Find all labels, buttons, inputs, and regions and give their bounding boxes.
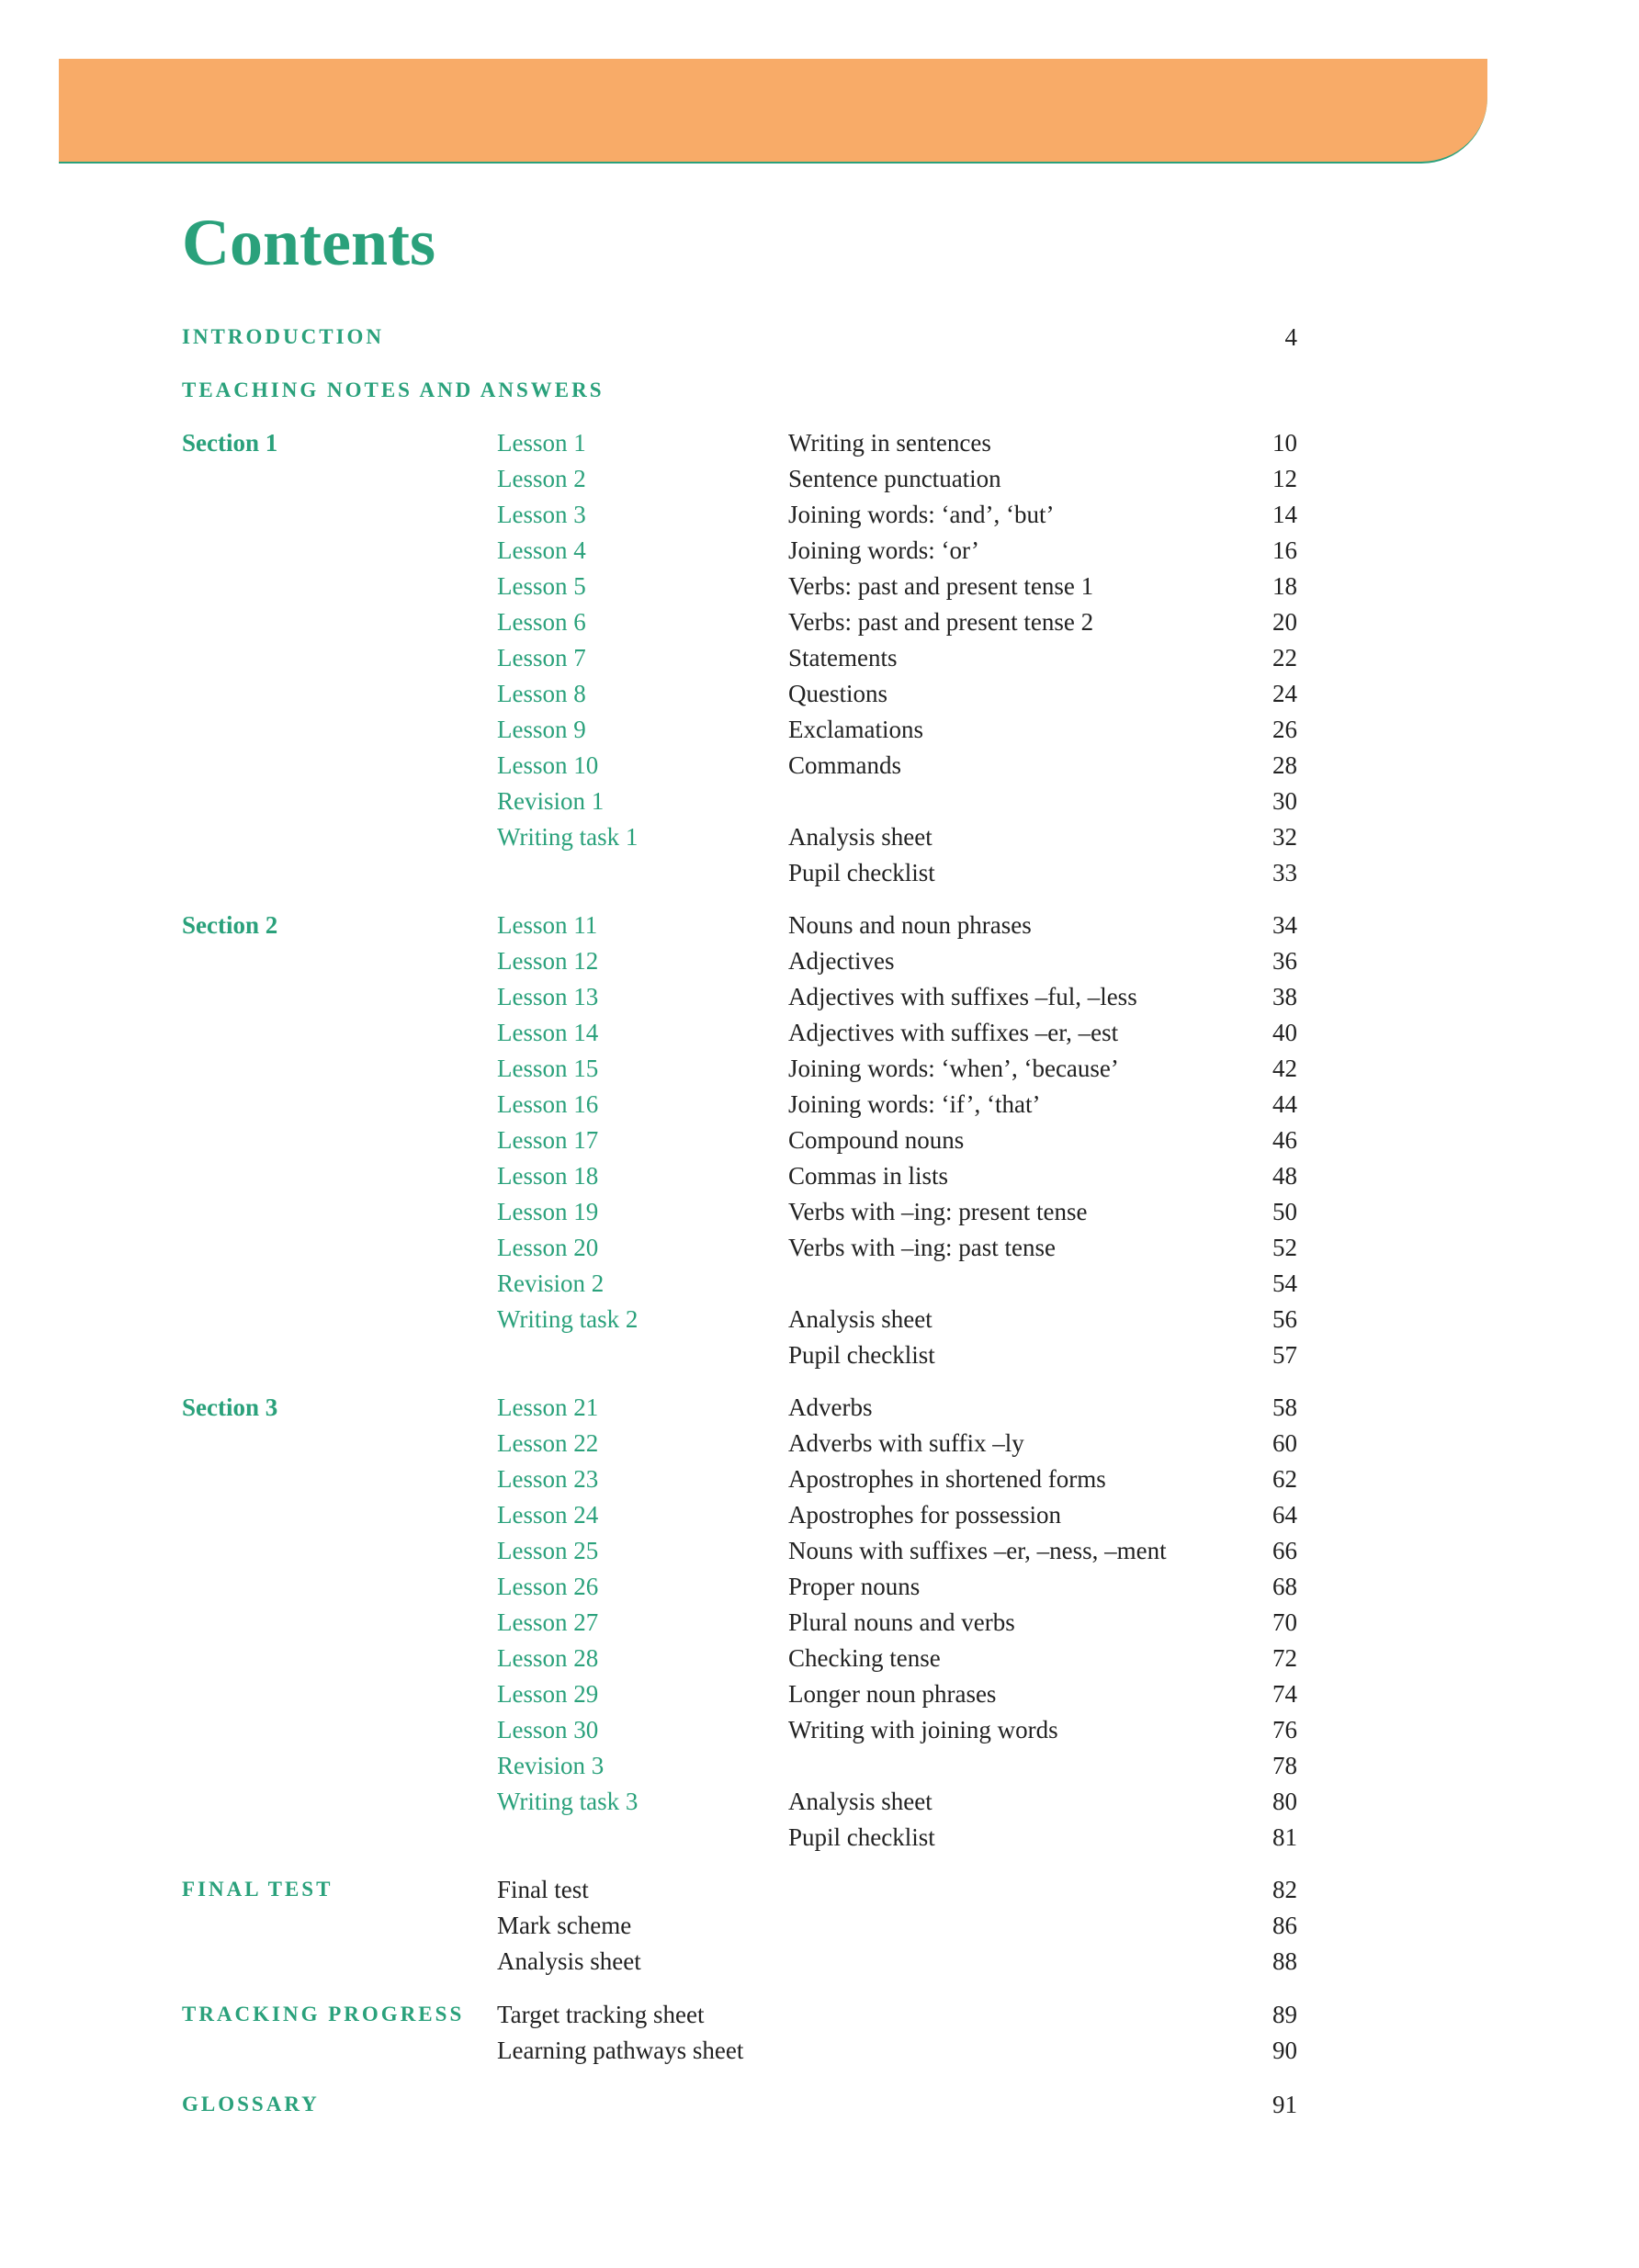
lesson-topic: Commands — [788, 751, 902, 779]
lesson-link: Lesson 2 — [497, 465, 586, 492]
lesson-topic: Joining words: ‘when’, ‘because’ — [788, 1055, 1119, 1082]
lesson-link: Lesson 6 — [497, 608, 586, 636]
page-number: 82 — [1272, 1876, 1297, 1903]
page-number: 81 — [1272, 1823, 1297, 1851]
lesson-link: Lesson 16 — [497, 1090, 599, 1118]
toc-entry[interactable] — [0, 907, 1639, 943]
toc-entry[interactable] — [0, 1425, 1639, 1461]
lesson-link: Writing task 1 — [497, 823, 639, 851]
lesson-link: Lesson 14 — [497, 1019, 599, 1046]
page-number: 56 — [1272, 1305, 1297, 1333]
lesson-link: Lesson 8 — [497, 680, 586, 707]
page-number: 26 — [1272, 716, 1297, 743]
lesson-link: Revision 3 — [497, 1752, 605, 1779]
toc-entry[interactable] — [0, 1532, 1639, 1569]
page-number: 62 — [1272, 1465, 1297, 1493]
page-number: 66 — [1272, 1537, 1297, 1564]
lesson-link: Writing task 2 — [497, 1305, 639, 1333]
lesson-link: Lesson 22 — [497, 1429, 599, 1457]
lesson-topic: Proper nouns — [788, 1573, 921, 1600]
lesson-link: Revision 2 — [497, 1269, 605, 1297]
page-number: 52 — [1272, 1234, 1297, 1261]
page-number: 28 — [1272, 751, 1297, 779]
lesson-topic: Joining words: ‘and’, ‘but’ — [788, 501, 1055, 528]
toc-entry[interactable] — [0, 532, 1639, 569]
toc-entry[interactable] — [0, 1014, 1639, 1051]
lesson-topic: Joining words: ‘or’ — [788, 536, 979, 564]
page-number: 64 — [1272, 1501, 1297, 1529]
toc-entry-glossary[interactable] — [0, 2086, 1639, 2123]
page-number: 22 — [1272, 644, 1297, 671]
toc-entry[interactable] — [0, 2032, 1639, 2069]
page-number: 72 — [1272, 1644, 1297, 1672]
toc-entry[interactable] — [0, 711, 1639, 748]
lesson-link: Lesson 27 — [497, 1608, 599, 1636]
page-number: 74 — [1272, 1680, 1297, 1708]
lesson-topic: Writing in sentences — [788, 429, 991, 457]
page-number: 89 — [1272, 2001, 1297, 2028]
page-number: 76 — [1272, 1716, 1297, 1743]
tracking-progress-heading: TRACKING PROGRESS — [182, 2003, 465, 2025]
lesson-link: Lesson 23 — [497, 1465, 599, 1493]
toc-entry[interactable] — [0, 1943, 1639, 1980]
lesson-link: Lesson 12 — [497, 947, 599, 975]
page-number: 86 — [1272, 1912, 1297, 1939]
lesson-topic: Exclamations — [788, 716, 923, 743]
toc-entry[interactable] — [0, 1265, 1639, 1302]
lesson-topic: Adjectives with suffixes –er, –est — [788, 1019, 1119, 1046]
lesson-link: Lesson 5 — [497, 572, 586, 600]
lesson-topic: Adverbs — [788, 1394, 873, 1421]
toc-entry[interactable] — [0, 783, 1639, 819]
lesson-link: Lesson 3 — [497, 501, 586, 528]
lesson-topic: Adverbs with suffix –ly — [788, 1429, 1024, 1457]
lesson-topic: Adjectives with suffixes –ful, –less — [788, 983, 1137, 1010]
toc-entry[interactable] — [0, 1747, 1639, 1784]
lesson-link: Revision 1 — [497, 787, 605, 815]
page-number: 70 — [1272, 1608, 1297, 1636]
lesson-link: Lesson 4 — [497, 536, 586, 564]
page-number: 34 — [1272, 911, 1297, 939]
toc-entry[interactable] — [0, 496, 1639, 533]
toc-entry[interactable] — [0, 424, 1639, 461]
section-1-label: Section 1 — [182, 429, 278, 457]
final-test-item: Final test — [497, 1876, 589, 1903]
toc-entry[interactable] — [0, 1996, 1639, 2033]
toc-entry[interactable] — [0, 1604, 1639, 1641]
lesson-link: Lesson 17 — [497, 1126, 599, 1154]
toc-entry[interactable] — [0, 1640, 1639, 1676]
toc-entry[interactable] — [0, 1711, 1639, 1748]
lesson-topic: Apostrophes for possession — [788, 1501, 1061, 1529]
lesson-link: Lesson 28 — [497, 1644, 599, 1672]
lesson-link: Lesson 30 — [497, 1716, 599, 1743]
toc-entry[interactable] — [0, 1461, 1639, 1497]
toc-entry[interactable] — [0, 1086, 1639, 1123]
page-number: 36 — [1272, 947, 1297, 975]
toc-entry-introduction[interactable] — [0, 319, 1639, 355]
lesson-topic: Pupil checklist — [788, 1823, 935, 1851]
lesson-topic: Verbs: past and present tense 1 — [788, 572, 1094, 600]
page-number: 42 — [1272, 1055, 1297, 1082]
lesson-topic: Verbs: past and present tense 2 — [788, 608, 1094, 636]
lesson-link: Lesson 21 — [497, 1394, 599, 1421]
page-title: Contents — [182, 206, 436, 279]
toc-entry[interactable] — [0, 978, 1639, 1015]
lesson-topic: Adjectives — [788, 947, 895, 975]
lesson-topic: Apostrophes in shortened forms — [788, 1465, 1106, 1493]
final-test-heading: FINAL TEST — [182, 1878, 333, 1901]
lesson-topic: Plural nouns and verbs — [788, 1608, 1015, 1636]
page-number: 80 — [1272, 1788, 1297, 1815]
lesson-topic: Sentence punctuation — [788, 465, 1001, 492]
toc-entry[interactable] — [0, 1337, 1639, 1373]
lesson-topic: Compound nouns — [788, 1126, 965, 1154]
toc-entry[interactable] — [0, 818, 1639, 855]
page-number: 60 — [1272, 1429, 1297, 1457]
glossary-page: 91 — [1272, 2091, 1297, 2118]
page-number: 88 — [1272, 1947, 1297, 1975]
toc-entry[interactable] — [0, 1871, 1639, 1908]
lesson-topic: Writing with joining words — [788, 1716, 1058, 1743]
page-number: 20 — [1272, 608, 1297, 636]
toc-entry[interactable] — [0, 1907, 1639, 1944]
page-number: 90 — [1272, 2037, 1297, 2064]
page-number: 12 — [1272, 465, 1297, 492]
toc-entry[interactable] — [0, 639, 1639, 676]
introduction-page: 4 — [1284, 323, 1297, 351]
page-number: 33 — [1272, 859, 1297, 886]
toc-entry[interactable] — [0, 1819, 1639, 1856]
lesson-link: Lesson 15 — [497, 1055, 599, 1082]
page-number: 58 — [1272, 1394, 1297, 1421]
lesson-topic: Nouns with suffixes –er, –ness, –ment — [788, 1537, 1167, 1564]
toc-entry[interactable] — [0, 1496, 1639, 1533]
lesson-link: Lesson 19 — [497, 1198, 599, 1225]
page-number: 10 — [1272, 429, 1297, 457]
toc-entry[interactable] — [0, 1676, 1639, 1712]
page-number: 32 — [1272, 823, 1297, 851]
page-number: 78 — [1272, 1752, 1297, 1779]
toc-entry[interactable] — [0, 568, 1639, 604]
lesson-topic: Checking tense — [788, 1644, 941, 1672]
lesson-link: Lesson 7 — [497, 644, 586, 671]
toc-entry[interactable] — [0, 1229, 1639, 1266]
toc-entry[interactable] — [0, 1783, 1639, 1820]
tracking-item: Learning pathways sheet — [497, 2037, 744, 2064]
lesson-topic: Verbs with –ing: past tense — [788, 1234, 1056, 1261]
introduction-heading: INTRODUCTION — [182, 325, 385, 348]
toc-entry[interactable] — [0, 1389, 1639, 1426]
toc-heading-teaching-notes — [0, 372, 1639, 409]
page-number: 54 — [1272, 1269, 1297, 1297]
lesson-topic: Commas in lists — [788, 1162, 949, 1190]
lesson-link: Lesson 29 — [497, 1680, 599, 1708]
lesson-topic: Analysis sheet — [788, 1788, 933, 1815]
lesson-link: Lesson 10 — [497, 751, 599, 779]
toc-entry[interactable] — [0, 460, 1639, 497]
page-number: 57 — [1272, 1341, 1297, 1369]
lesson-topic: Questions — [788, 680, 887, 707]
lesson-link: Lesson 18 — [497, 1162, 599, 1190]
teaching-notes-heading: TEACHING NOTES AND ANSWERS — [182, 378, 605, 401]
lesson-topic: Joining words: ‘if’, ‘that’ — [788, 1090, 1041, 1118]
page-number: 14 — [1272, 501, 1297, 528]
toc-entry[interactable] — [0, 1050, 1639, 1087]
toc-entry[interactable] — [0, 1157, 1639, 1194]
page-number: 48 — [1272, 1162, 1297, 1190]
lesson-link: Writing task 3 — [497, 1788, 639, 1815]
lesson-link: Lesson 24 — [497, 1501, 599, 1529]
toc-entry[interactable] — [0, 1122, 1639, 1158]
final-test-item: Mark scheme — [497, 1912, 632, 1939]
page-number: 18 — [1272, 572, 1297, 600]
lesson-link: Lesson 1 — [497, 429, 586, 457]
glossary-heading: GLOSSARY — [182, 2093, 320, 2116]
page-number: 50 — [1272, 1198, 1297, 1225]
toc-entry[interactable] — [0, 854, 1639, 891]
lesson-topic: Verbs with –ing: present tense — [788, 1198, 1088, 1225]
toc-entry[interactable] — [0, 747, 1639, 784]
page-number: 30 — [1272, 787, 1297, 815]
lesson-topic: Analysis sheet — [788, 1305, 933, 1333]
toc-entry[interactable] — [0, 1568, 1639, 1605]
page-number: 44 — [1272, 1090, 1297, 1118]
section-2-label: Section 2 — [182, 911, 278, 939]
section-3-label: Section 3 — [182, 1394, 278, 1421]
page-number: 68 — [1272, 1573, 1297, 1600]
lesson-topic: Nouns and noun phrases — [788, 911, 1032, 939]
lesson-link: Lesson 11 — [497, 911, 598, 939]
lesson-topic: Statements — [788, 644, 898, 671]
final-test-item: Analysis sheet — [497, 1947, 641, 1975]
toc-entry[interactable] — [0, 942, 1639, 979]
lesson-link: Lesson 26 — [497, 1573, 599, 1600]
page-number: 38 — [1272, 983, 1297, 1010]
toc-entry[interactable] — [0, 604, 1639, 640]
lesson-topic: Analysis sheet — [788, 823, 933, 851]
toc-entry[interactable] — [0, 1193, 1639, 1230]
lesson-link: Lesson 13 — [497, 983, 599, 1010]
header-band — [59, 59, 1487, 164]
lesson-topic: Longer noun phrases — [788, 1680, 997, 1708]
tracking-item: Target tracking sheet — [497, 2001, 705, 2028]
page-number: 24 — [1272, 680, 1297, 707]
lesson-link: Lesson 9 — [497, 716, 586, 743]
toc-entry[interactable] — [0, 675, 1639, 712]
page-number: 46 — [1272, 1126, 1297, 1154]
toc-entry[interactable] — [0, 1301, 1639, 1337]
lesson-topic: Pupil checklist — [788, 859, 935, 886]
lesson-link: Lesson 25 — [497, 1537, 599, 1564]
lesson-topic: Pupil checklist — [788, 1341, 935, 1369]
lesson-link: Lesson 20 — [497, 1234, 599, 1261]
page-number: 40 — [1272, 1019, 1297, 1046]
page-number: 16 — [1272, 536, 1297, 564]
